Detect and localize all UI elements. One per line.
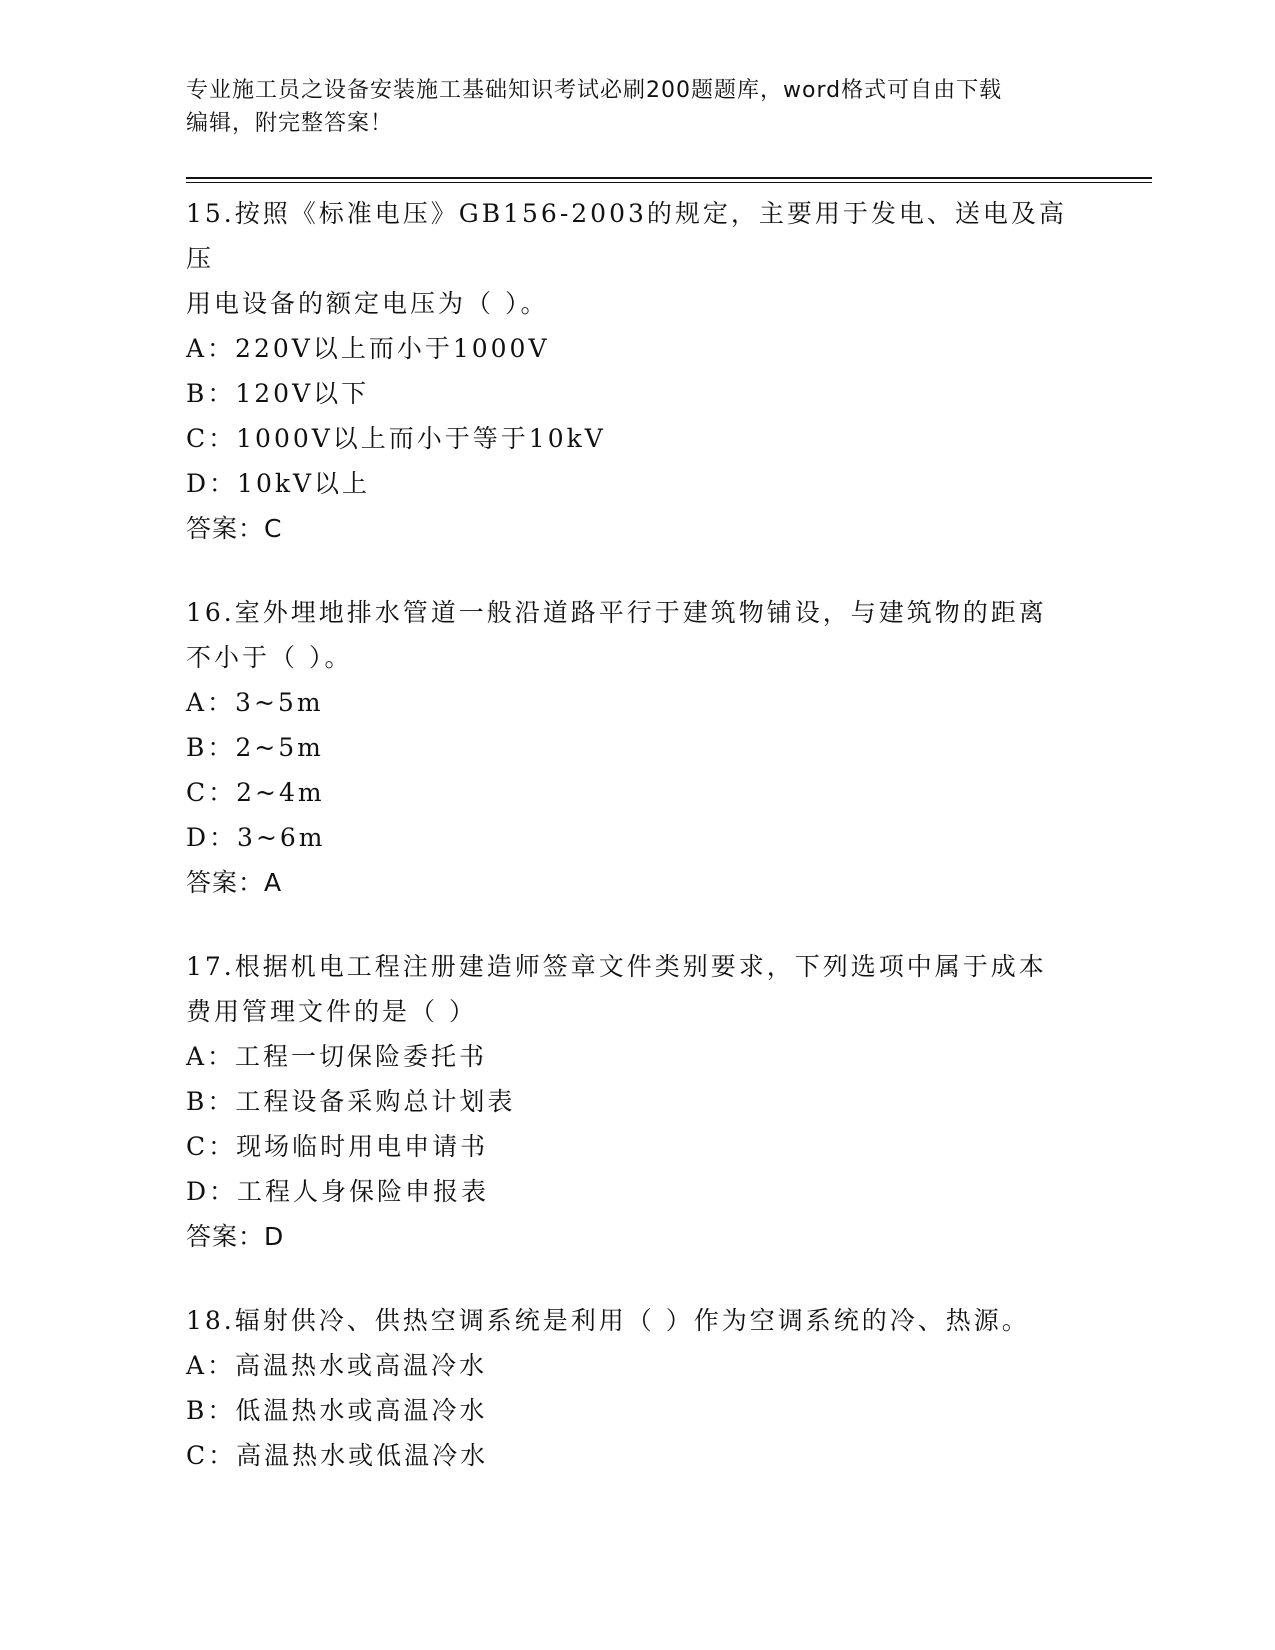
header-divider-thin: [186, 182, 1152, 183]
option-a: A：220V以上而小于1000V: [186, 334, 550, 363]
question-18: [186, 1298, 1086, 1478]
question-stem-continued: 用电设备的额定电压为（ ）。: [186, 289, 549, 318]
document-header: [186, 74, 1066, 140]
question-stem: 15.按照《标准电压》GB156-2003的规定，主要用于发电、送电及高压: [186, 199, 1067, 273]
option-a: A：工程一切保险委托书: [186, 1042, 488, 1071]
option-a: A：高温热水或高温冷水: [186, 1351, 488, 1380]
answer-line: 答案：A: [186, 868, 283, 897]
option-b: B：低温热水或高温冷水: [186, 1396, 488, 1425]
header-divider-thick: [186, 177, 1152, 179]
option-d: D：3~6m: [186, 823, 326, 852]
option-d: D：工程人身保险申报表: [186, 1177, 490, 1206]
header-line-2: 编辑，附完整答案！: [186, 111, 394, 136]
option-d: D：10kV以上: [186, 469, 371, 498]
question-stem: 16.室外埋地排水管道一般沿道路平行于建筑物铺设，与建筑物的距离: [186, 598, 1047, 627]
option-b: B：2~5m: [186, 733, 324, 762]
header-line-1: 专业施工员之设备安装施工基础知识考试必刷200题题库，word格式可自由下载: [186, 78, 1003, 103]
question-16: [186, 590, 1086, 905]
question-stem: 17.根据机电工程注册建造师签章文件类别要求，下列选项中属于成本: [186, 952, 1047, 981]
option-c: C：现场临时用电申请书: [186, 1132, 489, 1161]
option-a: A：3~5m: [186, 688, 324, 717]
option-c: C：高温热水或低温冷水: [186, 1441, 489, 1470]
answer-line: 答案：D: [186, 1222, 285, 1251]
answer-line: 答案：C: [186, 514, 283, 543]
question-stem: 18.辐射供冷、供热空调系统是利用（ ）作为空调系统的冷、热源。: [186, 1306, 1030, 1335]
option-c: C：1000V以上而小于等于10kV: [186, 424, 606, 453]
option-b: B：工程设备采购总计划表: [186, 1087, 516, 1116]
option-b: B：120V以下: [186, 379, 370, 408]
question-stem-continued: 不小于（ ）。: [186, 643, 353, 672]
question-list: [186, 191, 1086, 1517]
option-c: C：2~4m: [186, 778, 325, 807]
question-15: [186, 191, 1086, 551]
question-17: [186, 944, 1086, 1259]
question-stem-continued: 费用管理文件的是（ ）: [186, 997, 477, 1026]
